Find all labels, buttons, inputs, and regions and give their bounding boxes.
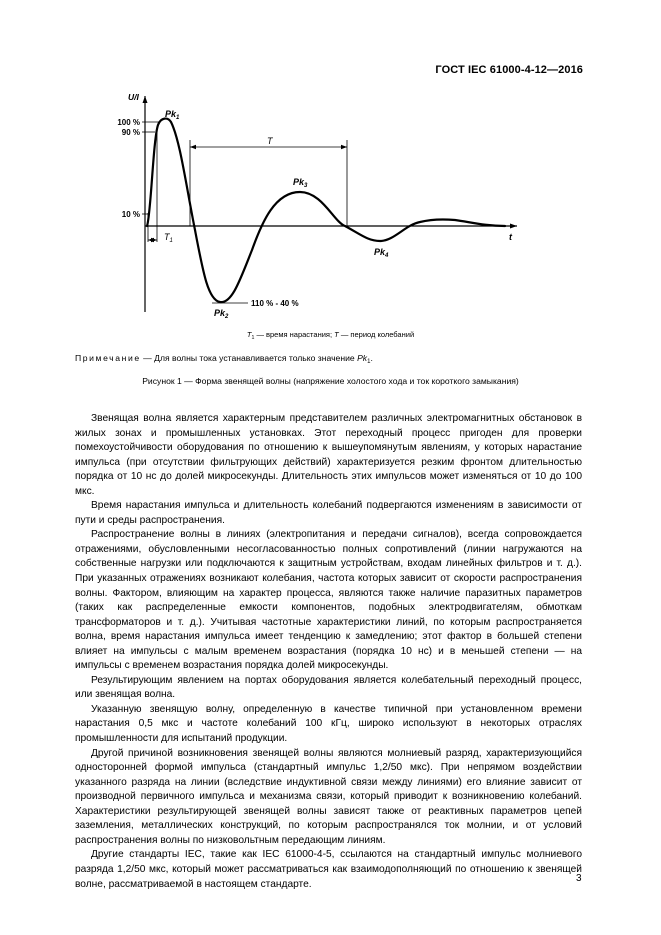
ring-wave-curve [147,119,505,303]
page-number: 3 [576,873,582,884]
x-axis-label: t [509,232,512,242]
paragraph: Указанную звенящую волну, определенную в качестве типичной при установленном времени нарастания 0,5 мкс и частоте колебаний 100 кГц, широко используют в некоторых отраслях промышленности для испытаний продукции. [75,703,582,745]
pk2-range-label: 110 % - 40 % [251,299,299,308]
ring-wave-figure [0,0,661,360]
tick-label-10: 10 % [121,210,140,219]
pk1-label: $Pk_1$ [165,109,180,121]
pk2-label: $Pk_2$ [214,308,229,320]
paragraph: Результирующим явлением на портах оборудования является колебательный переходный процесс, или звенящая волна. [75,674,582,701]
paragraph: Время нарастания импульса и длительность колебаний подвергаются изменениям в зависимости от пути и среды распространения. [75,500,582,526]
t1-label: $T_1$ [164,232,173,244]
pk3-label: $Pk_3$ [293,177,308,189]
y-axis-label: U/I [128,92,139,102]
note-title: Примечание [75,353,141,363]
paragraph: Другие стандарты IEC, такие как IEC 61000-4-5, ссылаются на стандартный импульс молниевого разряда 1,2/50 мкс, который может рассматриваться как взаимодополняющий по отношению к звенящей волне, рассматриваемой в настоящем стандарте. [75,849,582,890]
period-label: T [267,136,273,146]
paragraph: Другой причиной возникновения звенящей волны являются молниевый разряд, характеризующийся односторонней формой импульса (стандартный импульс 1,2/50 мкс). При непрямом воздействии указанного разряда на линии (вследствие индуктивной связи между линиями) его влияние зависит от производной первичного импульса и механизма связи, который приводит к возникновению колебаний. Характеристики результирующей звенящей волны зависят также от реактивных параметров цепей заземления, металлических конструкций, по которым распространялся ток молнии, и от условий распространения волны по низковольтным передающим линиям. [75,747,582,846]
figure-legend: $T_1$ — время нарастания; T — период колебаний [246,330,415,341]
body-text [75,412,582,892]
tick-label-90: 90 % [121,128,140,137]
document-code: ГОСТ IEC 61000-4-12—2016 [435,64,583,76]
paragraph: Распространение волны в линиях (электропитания и передачи сигналов), всегда сопровождается отражениями, обусловленными несогласованностью полных сопротивлений (линии нагружаются на собственные нагрузки или подключаются к защитным устройствам, входам линейных фильтров и т. д.). При указанных отражениях возникают колебания, частота которых зависит от скорости распространения волны. Фактором, влияющим на характер процесса, являются также наличие паразитных параметров (таких как распределенные емкости компонентов, подобных электродвигателям, обмоткам трансформаторов и т. д.). Учитывая частотные характеристики линий, по которым распространяется волна, время нарастания импульса имеет тенденцию к замедлению; этот фактор в большей степени влияет на импульсы с малым временем возрастания (порядка 10 нс) и в меньшей степени — на импульсы с временем возрастания порядка долей микросекунды. [75,529,582,672]
figure-caption: Рисунок 1 — Форма звенящей волны (напряжение холостого хода и ток короткого замыкания) [142,376,519,386]
pk4-label: $Pk_4$ [374,247,389,259]
paragraph: Звенящая волна является характерным представителем различных электромагнитных обстановок в жилых зонах и промышленных установках. Этот переходный процесс пригоден для проверки помехоустойчивости оборудования по отношению к вышеупомянутым явлениям, у которых нарастание импульса (при отсутствии фильтрующих действий) характеризуется резким фронтом длительностью порядка от 10 нс до долей микросекунды. Длительность этих импульсов может изменяться от 10 до 100 мкс. [75,413,582,497]
figure-note: Примечание — Для волны тока устанавливается только значение $Pk_1$. [75,353,373,365]
tick-label-100: 100 % [117,118,140,127]
